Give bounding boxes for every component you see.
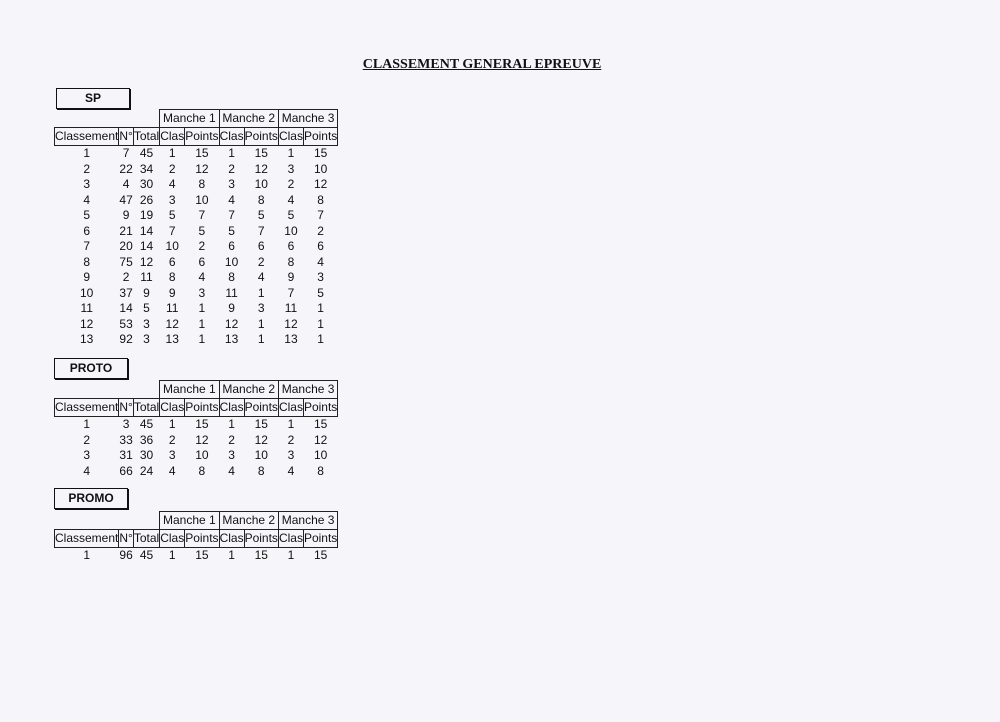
- manche1-header: Manche 1: [160, 512, 219, 530]
- manche-header-row: [55, 110, 338, 128]
- clas-cell: 13: [284, 332, 298, 347]
- total-header: Total: [133, 399, 159, 417]
- points-cell: 1: [317, 316, 324, 331]
- points-cell: 8: [198, 177, 206, 192]
- clas-cell: 1: [168, 417, 176, 432]
- number-cell: 75: [119, 254, 133, 269]
- clas-cell: 6: [228, 239, 235, 254]
- clas-cell: 3: [287, 161, 295, 176]
- points-cell: 15: [313, 146, 328, 161]
- rank-cell: 13: [80, 332, 94, 347]
- category-label: PROTO: [54, 358, 128, 379]
- points-cell: 12: [254, 432, 268, 447]
- table-row: [55, 301, 338, 317]
- points-cell: 6: [257, 239, 265, 254]
- clas-cell: 11: [165, 301, 179, 316]
- points-cell: 1: [198, 316, 206, 331]
- table-row: [55, 177, 338, 193]
- table-row: [55, 448, 338, 464]
- clas-header: Clas: [278, 399, 303, 417]
- points-header: Points: [244, 128, 278, 146]
- table-row: [55, 417, 338, 433]
- total-cell: 30: [139, 448, 154, 463]
- column-header-row: [55, 530, 338, 548]
- points-cell: 12: [254, 161, 268, 176]
- table-row: [55, 548, 338, 564]
- blank-cell: [133, 381, 159, 399]
- category-label: SP: [56, 88, 130, 109]
- number-cell: 33: [119, 432, 133, 447]
- number-cell: 53: [119, 316, 133, 331]
- clas-cell: 12: [284, 316, 298, 331]
- clas-cell: 5: [168, 208, 176, 223]
- clas-cell: 8: [168, 270, 176, 285]
- clas-cell: 4: [168, 177, 176, 192]
- column-header-row: [55, 399, 338, 417]
- total-cell: 30: [139, 177, 154, 192]
- clas-cell: 12: [224, 316, 239, 331]
- manche-header-row: [55, 381, 338, 399]
- rank-cell: 12: [80, 316, 94, 331]
- rank-cell: 4: [83, 192, 91, 207]
- points-cell: 8: [317, 192, 324, 207]
- total-cell: 3: [143, 332, 150, 347]
- points-cell: 10: [254, 448, 268, 463]
- clas-cell: 2: [228, 432, 235, 447]
- points-cell: 15: [195, 417, 209, 432]
- clas-cell: 1: [287, 548, 295, 563]
- clas-cell: 3: [228, 448, 235, 463]
- points-cell: 8: [257, 463, 265, 478]
- points-cell: 12: [313, 177, 328, 192]
- clas-cell: 7: [168, 223, 176, 238]
- clas-cell: 10: [224, 254, 239, 269]
- total-cell: 45: [139, 146, 154, 161]
- number-cell: 31: [119, 448, 133, 463]
- blank-cell: [119, 381, 133, 399]
- clas-cell: 3: [228, 177, 235, 192]
- rank-cell: 5: [83, 208, 91, 223]
- total-cell: 24: [139, 463, 154, 478]
- number-cell: 3: [122, 417, 130, 432]
- points-cell: 7: [317, 208, 324, 223]
- points-cell: 5: [257, 208, 265, 223]
- blank-cell: [55, 381, 119, 399]
- clas-cell: 5: [287, 208, 295, 223]
- clas-cell: 1: [228, 548, 235, 563]
- points-cell: 4: [198, 270, 206, 285]
- points-cell: 6: [317, 239, 324, 254]
- classement-header: Classement: [55, 399, 119, 417]
- clas-cell: 1: [168, 146, 176, 161]
- number-cell: 66: [119, 463, 133, 478]
- points-header: Points: [303, 530, 337, 548]
- clas-cell: 9: [287, 270, 295, 285]
- table-row: [55, 224, 338, 240]
- clas-cell: 4: [228, 192, 235, 207]
- points-cell: 1: [257, 332, 265, 347]
- blank-cell: [133, 110, 159, 128]
- rank-cell: 9: [83, 270, 91, 285]
- clas-cell: 7: [228, 208, 235, 223]
- rank-cell: 8: [83, 254, 91, 269]
- table-row: [55, 239, 338, 255]
- rank-cell: 2: [83, 432, 91, 447]
- table-row: [55, 464, 338, 480]
- rank-cell: 1: [83, 146, 91, 161]
- rank-cell: 7: [83, 239, 91, 254]
- blank-cell: [55, 110, 119, 128]
- points-header: Points: [185, 128, 219, 146]
- number-cell: 4: [122, 177, 130, 192]
- number-cell: 92: [119, 332, 133, 347]
- points-header: Points: [185, 399, 219, 417]
- clas-cell: 2: [287, 432, 295, 447]
- points-header: Points: [303, 128, 337, 146]
- points-cell: 8: [257, 192, 265, 207]
- total-cell: 3: [143, 316, 150, 331]
- rank-cell: 3: [83, 448, 91, 463]
- points-cell: 1: [198, 301, 206, 316]
- points-header: Points: [303, 399, 337, 417]
- rank-cell: 11: [80, 301, 93, 316]
- points-cell: 2: [257, 254, 265, 269]
- points-cell: 5: [317, 285, 324, 300]
- results-table: [54, 511, 338, 564]
- clas-cell: 4: [168, 463, 176, 478]
- points-cell: 10: [195, 192, 209, 207]
- points-header: Points: [244, 530, 278, 548]
- clas-cell: 3: [287, 448, 295, 463]
- rank-cell: 2: [83, 161, 91, 176]
- total-cell: 9: [143, 285, 150, 300]
- clas-cell: 2: [168, 161, 176, 176]
- clas-cell: 2: [287, 177, 295, 192]
- table-row: [55, 332, 338, 348]
- manche3-header: Manche 3: [278, 110, 337, 128]
- clas-header: Clas: [278, 530, 303, 548]
- results-table: [54, 109, 338, 348]
- clas-cell: 2: [228, 161, 235, 176]
- clas-cell: 9: [168, 285, 176, 300]
- total-cell: 34: [139, 161, 154, 176]
- points-cell: 4: [257, 270, 265, 285]
- points-cell: 7: [198, 208, 206, 223]
- clas-cell: 10: [165, 239, 179, 254]
- rank-cell: 1: [83, 417, 91, 432]
- results-table: [54, 380, 338, 479]
- points-cell: 15: [254, 548, 268, 563]
- clas-cell: 4: [228, 463, 235, 478]
- points-cell: 15: [254, 146, 268, 161]
- manche3-header: Manche 3: [278, 381, 337, 399]
- points-cell: 1: [317, 301, 324, 316]
- blank-cell: [119, 512, 133, 530]
- clas-header: Clas: [160, 399, 185, 417]
- points-cell: 1: [317, 332, 324, 347]
- points-cell: 10: [313, 448, 328, 463]
- rank-cell: 1: [83, 548, 91, 563]
- number-cell: 96: [119, 548, 133, 563]
- points-header: Points: [185, 530, 219, 548]
- number-cell: 37: [119, 285, 133, 300]
- clas-cell: 9: [228, 301, 235, 316]
- points-cell: 7: [257, 223, 265, 238]
- clas-cell: 3: [168, 448, 176, 463]
- clas-cell: 12: [165, 316, 179, 331]
- clas-header: Clas: [160, 128, 185, 146]
- points-cell: 2: [198, 239, 206, 254]
- clas-cell: 1: [168, 548, 176, 563]
- points-cell: 12: [195, 432, 209, 447]
- table-row: [55, 433, 338, 449]
- points-cell: 3: [317, 270, 324, 285]
- clas-header: Clas: [219, 399, 244, 417]
- points-cell: 12: [195, 161, 209, 176]
- clas-cell: 1: [287, 417, 295, 432]
- manche2-header: Manche 2: [219, 512, 278, 530]
- clas-cell: 1: [228, 417, 235, 432]
- total-cell: 45: [139, 417, 154, 432]
- clas-cell: 13: [224, 332, 239, 347]
- clas-cell: 11: [284, 301, 298, 316]
- total-cell: 45: [139, 548, 154, 563]
- rank-cell: 4: [83, 463, 91, 478]
- clas-cell: 3: [168, 192, 176, 207]
- blank-cell: [119, 110, 133, 128]
- manche-header-row: [55, 512, 338, 530]
- numero-header: N°: [119, 128, 133, 146]
- clas-cell: 6: [168, 254, 176, 269]
- points-cell: 1: [257, 316, 265, 331]
- clas-cell: 5: [228, 223, 235, 238]
- manche2-header: Manche 2: [219, 381, 278, 399]
- total-cell: 5: [143, 301, 150, 316]
- number-cell: 7: [122, 146, 130, 161]
- points-cell: 15: [254, 417, 268, 432]
- table-row: [55, 317, 338, 333]
- number-cell: 22: [119, 161, 133, 176]
- clas-cell: 1: [287, 146, 295, 161]
- classement-header: Classement: [55, 128, 119, 146]
- rank-cell: 10: [80, 285, 94, 300]
- numero-header: N°: [119, 530, 133, 548]
- points-cell: 4: [317, 254, 324, 269]
- clas-cell: 8: [228, 270, 235, 285]
- number-cell: 47: [119, 192, 133, 207]
- clas-cell: 7: [287, 285, 295, 300]
- points-cell: 10: [254, 177, 268, 192]
- points-cell: 8: [317, 463, 324, 478]
- points-cell: 1: [198, 332, 206, 347]
- rank-cell: 3: [83, 177, 91, 192]
- rank-cell: 6: [83, 223, 91, 238]
- points-cell: 5: [198, 223, 206, 238]
- total-cell: 14: [139, 223, 154, 238]
- clas-cell: 1: [228, 146, 235, 161]
- points-header: Points: [244, 399, 278, 417]
- clas-cell: 4: [287, 463, 295, 478]
- points-cell: 2: [317, 223, 324, 238]
- points-cell: 15: [195, 548, 209, 563]
- points-cell: 15: [313, 417, 328, 432]
- blank-cell: [133, 512, 159, 530]
- clas-cell: 4: [287, 192, 295, 207]
- manche2-header: Manche 2: [219, 110, 278, 128]
- clas-cell: 8: [287, 254, 295, 269]
- total-header: Total: [133, 128, 159, 146]
- points-cell: 15: [195, 146, 209, 161]
- table-row: [55, 193, 338, 209]
- clas-header: Clas: [219, 128, 244, 146]
- clas-header: Clas: [219, 530, 244, 548]
- column-header-row: [55, 128, 338, 146]
- clas-cell: 13: [165, 332, 179, 347]
- points-cell: 10: [195, 448, 209, 463]
- total-cell: 12: [139, 254, 154, 269]
- clas-cell: 11: [225, 285, 238, 300]
- total-cell: 19: [139, 208, 154, 223]
- manche1-header: Manche 1: [160, 110, 219, 128]
- points-cell: 12: [313, 432, 328, 447]
- points-cell: 1: [257, 285, 265, 300]
- table-row: [55, 270, 338, 286]
- manche1-header: Manche 1: [160, 381, 219, 399]
- total-cell: 26: [139, 192, 154, 207]
- points-cell: 8: [198, 463, 206, 478]
- table-row: [55, 208, 338, 224]
- points-cell: 6: [198, 254, 206, 269]
- clas-cell: 10: [284, 223, 298, 238]
- table-row: [55, 286, 338, 302]
- points-cell: 15: [313, 548, 328, 563]
- points-cell: 3: [257, 301, 265, 316]
- category-label: PROMO: [54, 488, 128, 509]
- numero-header: N°: [119, 399, 133, 417]
- number-cell: 9: [122, 208, 130, 223]
- points-cell: 10: [313, 161, 328, 176]
- number-cell: 14: [119, 301, 133, 316]
- clas-cell: 2: [168, 432, 176, 447]
- table-row: [55, 146, 338, 162]
- total-cell: 14: [139, 239, 154, 254]
- number-cell: 21: [119, 223, 133, 238]
- total-header: Total: [133, 530, 159, 548]
- manche3-header: Manche 3: [278, 512, 337, 530]
- table-row: [55, 162, 338, 178]
- points-cell: 3: [198, 285, 206, 300]
- clas-header: Clas: [160, 530, 185, 548]
- page-title: CLASSEMENT GENERAL EPREUVE: [362, 57, 602, 72]
- clas-cell: 6: [287, 239, 295, 254]
- clas-header: Clas: [278, 128, 303, 146]
- table-row: [55, 255, 338, 271]
- number-cell: 20: [119, 239, 133, 254]
- number-cell: 2: [122, 270, 130, 285]
- classement-header: Classement: [55, 530, 119, 548]
- total-cell: 36: [139, 432, 154, 447]
- total-cell: 11: [140, 270, 153, 285]
- blank-cell: [55, 512, 119, 530]
